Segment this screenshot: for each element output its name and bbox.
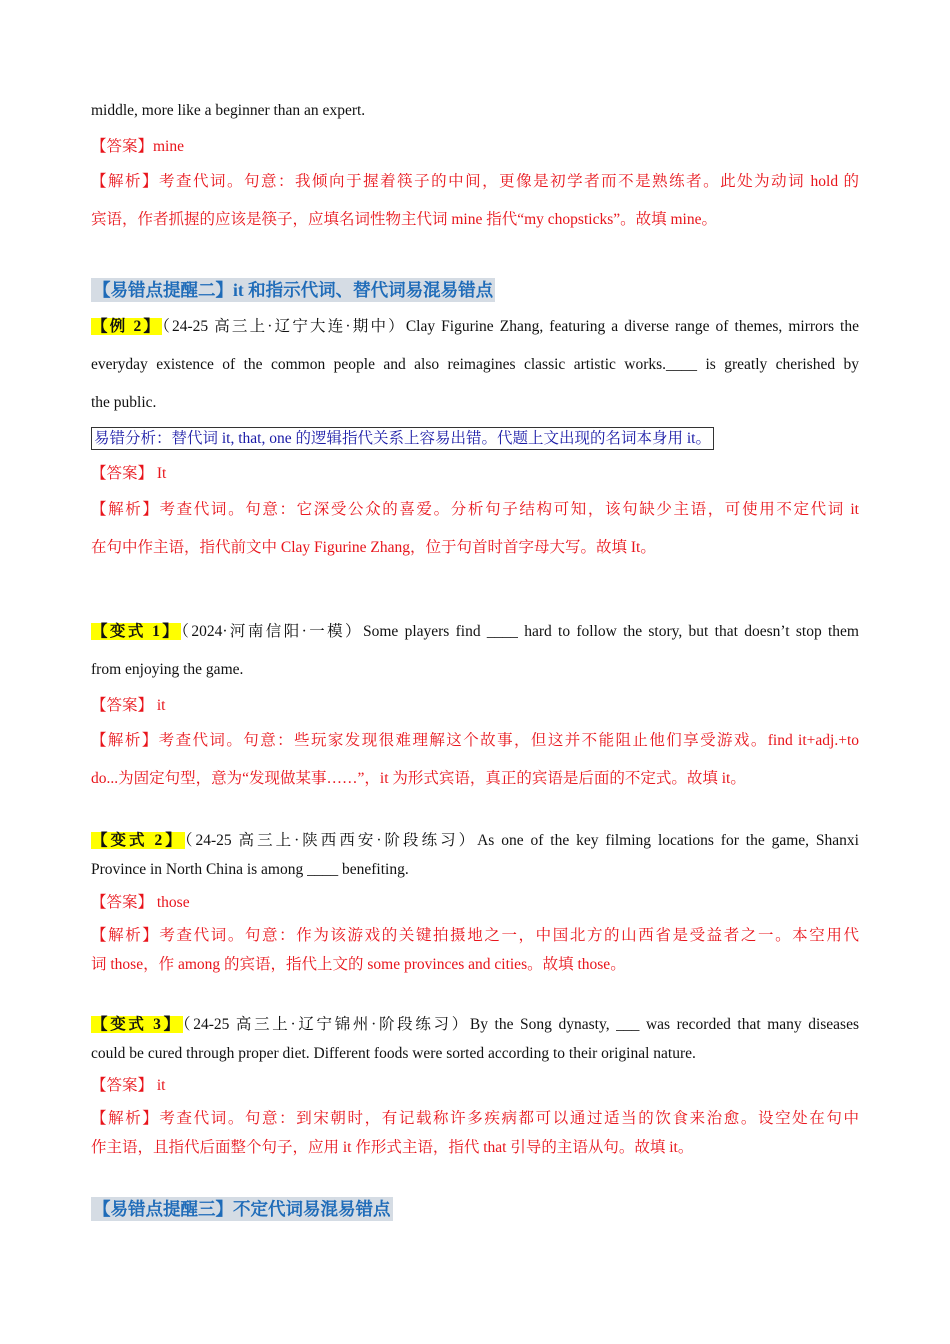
- answer-line: 【答案】 it: [91, 697, 166, 714]
- analysis-line: 宾语，作者抓握的应该是筷子，应填名词性物主代词 mine 指代“my chopsticks”。故填 mine。: [91, 211, 717, 228]
- pitfall-analysis-box: 易错分析：替代词 it, that, one 的逻辑指代关系上容易出错。代题上文出现的名词本身用 it。: [91, 427, 714, 450]
- question-line: could be cured through proper diet. Different foods were sorted according to their original nature.: [91, 1045, 696, 1062]
- question-line: everyday existence of the common people and also reimagines classic artistic works.____ is greatly cherished by: [91, 356, 859, 373]
- example-tag: 【例 2】: [92, 318, 162, 335]
- answer-line: 【答案】 those: [91, 894, 190, 911]
- analysis-line: 【解析】考查代词。句意：作为该游戏的关键拍摄地之一，中国北方的山西省是受益者之一。本空用代: [91, 927, 859, 944]
- question-line: [91, 830, 859, 852]
- section-heading-row: [91, 1197, 859, 1222]
- analysis-line: 作主语，且指代后面整个句子，应用 it 作形式主语，指代 that 引导的主语从句。故填 it。: [91, 1139, 694, 1156]
- question-line: [91, 621, 859, 643]
- analysis-line: 【解析】考查代词。句意：些玩家发现很难理解这个故事，但这并不能阻止他们享受游戏。find it+adj.+to: [91, 732, 859, 749]
- question-continuation: middle, more like a beginner than an expert.: [91, 102, 366, 119]
- answer-line: 【答案】 It: [91, 465, 167, 482]
- question-line: Province in North China is among ____ benefiting.: [91, 861, 409, 878]
- variant-tag: 【变式 2】: [92, 832, 184, 849]
- answer-line: 【答案】 it: [91, 1077, 166, 1094]
- analysis-line: 【解析】考查代词。句意：我倾向于握着筷子的中间，更像是初学者而不是熟练者。此处为动词 hold 的: [91, 173, 859, 190]
- analysis-line: do...为固定句型，意为“发现做某事……”，it 为形式宾语，真正的宾语是后面的不定式。故填 it。: [91, 770, 746, 787]
- question-text: （24-25 高三上·陕西西安·阶段练习）As one of the key filming locations for the game, Shanxi: [184, 832, 859, 849]
- analysis-line: 【解析】考查代词。句意：它深受公众的喜爱。分析句子结构可知，该句缺少主语，可使用不定代词 it: [91, 501, 859, 518]
- answer-line: 【答案】mine: [91, 138, 184, 155]
- question-line: [91, 1014, 859, 1036]
- analysis-line: 词 those，作 among 的宾语，指代上文的 some provinces and cities。故填 those。: [91, 956, 626, 973]
- question-text: （24-25 高三上·辽宁大连·期中）Clay Figurine Zhang, featuring a diverse range of themes, mirrors the: [162, 318, 859, 335]
- variant-tag: 【变式 3】: [92, 1016, 182, 1033]
- analysis-line: 【解析】考查代词。句意：到宋朝时，有记载称许多疾病都可以通过适当的饮食来治愈。设空处在句中: [91, 1110, 859, 1127]
- question-line: the public.: [91, 394, 157, 411]
- question-line: [91, 316, 859, 338]
- section-heading-row: [91, 278, 859, 303]
- question-line: from enjoying the game.: [91, 661, 244, 678]
- question-text: （24-25 高三上·辽宁锦州·阶段练习）By the Song dynasty, ___ was recorded that many diseases: [182, 1016, 859, 1033]
- variant-tag: 【变式 1】: [92, 623, 181, 640]
- analysis-line: 在句中作主语，指代前文中 Clay Figurine Zhang，位于句首时首字母大写。故填 It。: [91, 539, 656, 556]
- section-heading: 【易错点提醒二】it 和指示代词、替代词易混易错点: [93, 280, 494, 300]
- question-text: （2024·河南信阳·一模）Some players find ____ hard to follow the story, but that doesn’t stop them: [181, 623, 859, 640]
- section-heading: 【易错点提醒三】不定代词易混易错点: [93, 1199, 391, 1219]
